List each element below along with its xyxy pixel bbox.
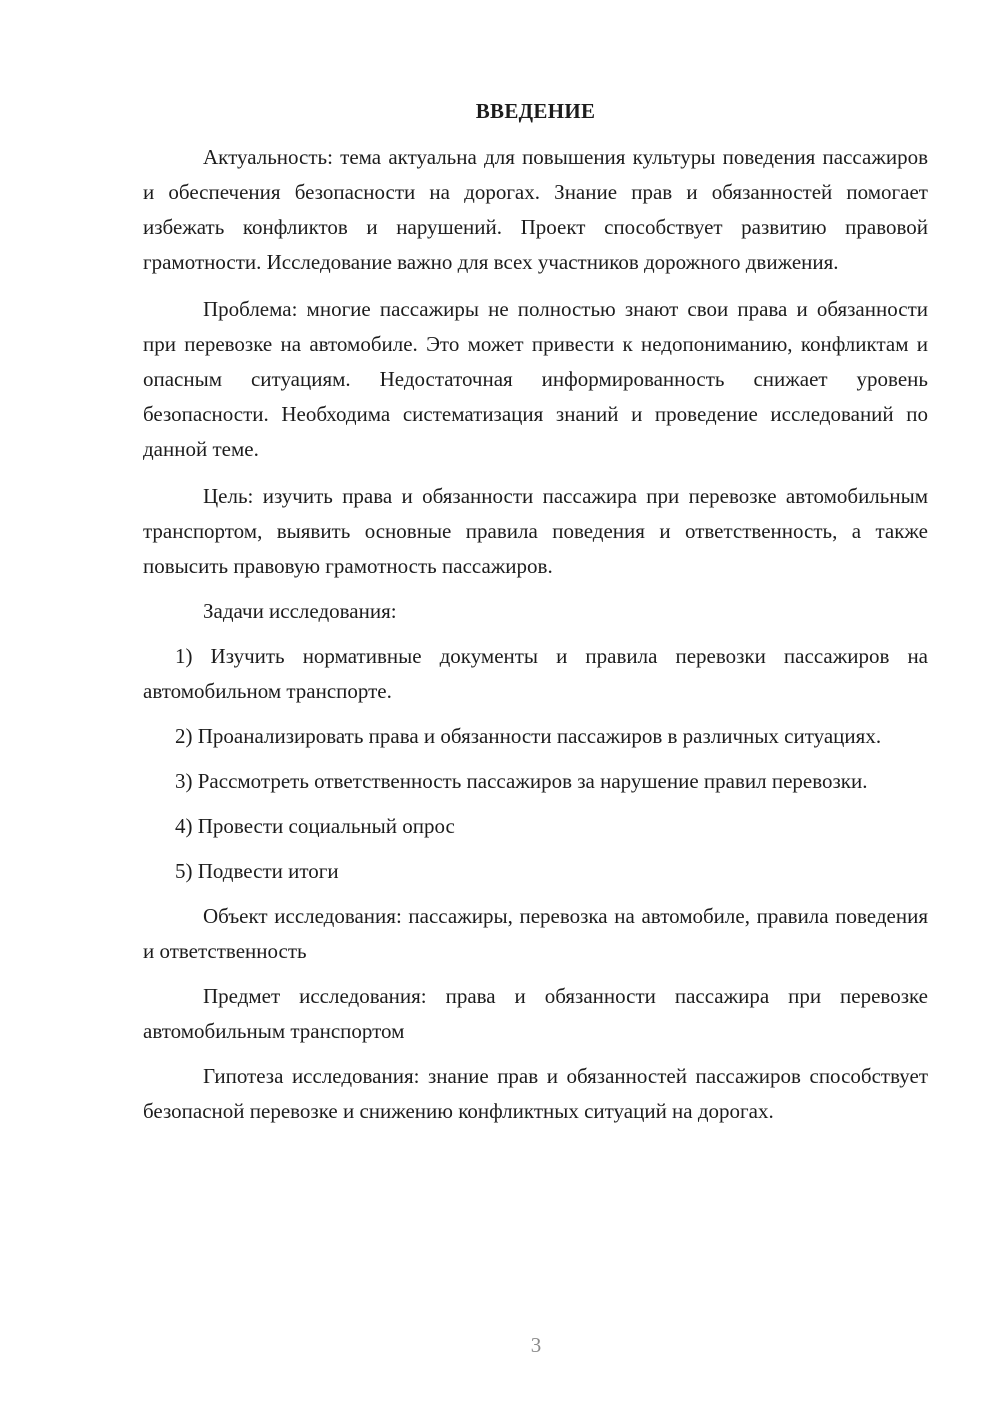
subject-paragraph: Предмет исследования: права и обязанности пассажира при перевозке автомобильным транспортом	[143, 984, 928, 1043]
tasks-heading: Задачи исследования:	[203, 599, 397, 623]
hypothesis-paragraph: Гипотеза исследования: знание прав и обязанностей пассажиров способствует безопасной перевозке и снижению конфликтных ситуаций на дорогах.	[143, 1064, 928, 1123]
page-content	[143, 94, 928, 1129]
task-item-3: 3) Рассмотреть ответственность пассажиров за нарушение правил перевозки.	[175, 769, 868, 793]
task-item-5: 5) Подвести итоги	[175, 859, 339, 883]
object-paragraph: Объект исследования: пассажиры, перевозка на автомобиле, правила поведения и ответственность	[143, 904, 928, 963]
task-item-2: 2) Проанализировать права и обязанности пассажиров в различных ситуациях.	[175, 724, 882, 748]
problem-paragraph: Проблема: многие пассажиры не полностью знают свои права и обязанности при перевозке на автомобиле. Это может привести к недопониманию, конфликтам и опасным ситуациям. Недостаточная информированность снижает уровень безопасности. Необходима систематизация знаний и проведение исследований по данной теме.	[143, 297, 928, 461]
relevance-paragraph: Актуальность: тема актуальна для повышения культуры поведения пассажиров и обеспечения безопасности на дорогах. Знание прав и обязанностей помогает избежать конфликтов и нарушений. Проект способствует развитию правовой грамотности. Исследование важно для всех участников дорожного движения.	[143, 145, 928, 274]
page-title: ВВЕДЕНИЕ	[475, 99, 596, 123]
task-item-1: 1) Изучить нормативные документы и правила перевозки пассажиров на автомобильном транспорте.	[143, 644, 928, 703]
goal-paragraph: Цель: изучить права и обязанности пассажира при перевозке автомобильным транспортом, выявить основные правила поведения и ответственность, а также повысить правовую грамотность пассажиров.	[143, 484, 928, 578]
task-item-4: 4) Провести социальный опрос	[175, 814, 455, 838]
page-number: 3	[530, 1333, 542, 1357]
